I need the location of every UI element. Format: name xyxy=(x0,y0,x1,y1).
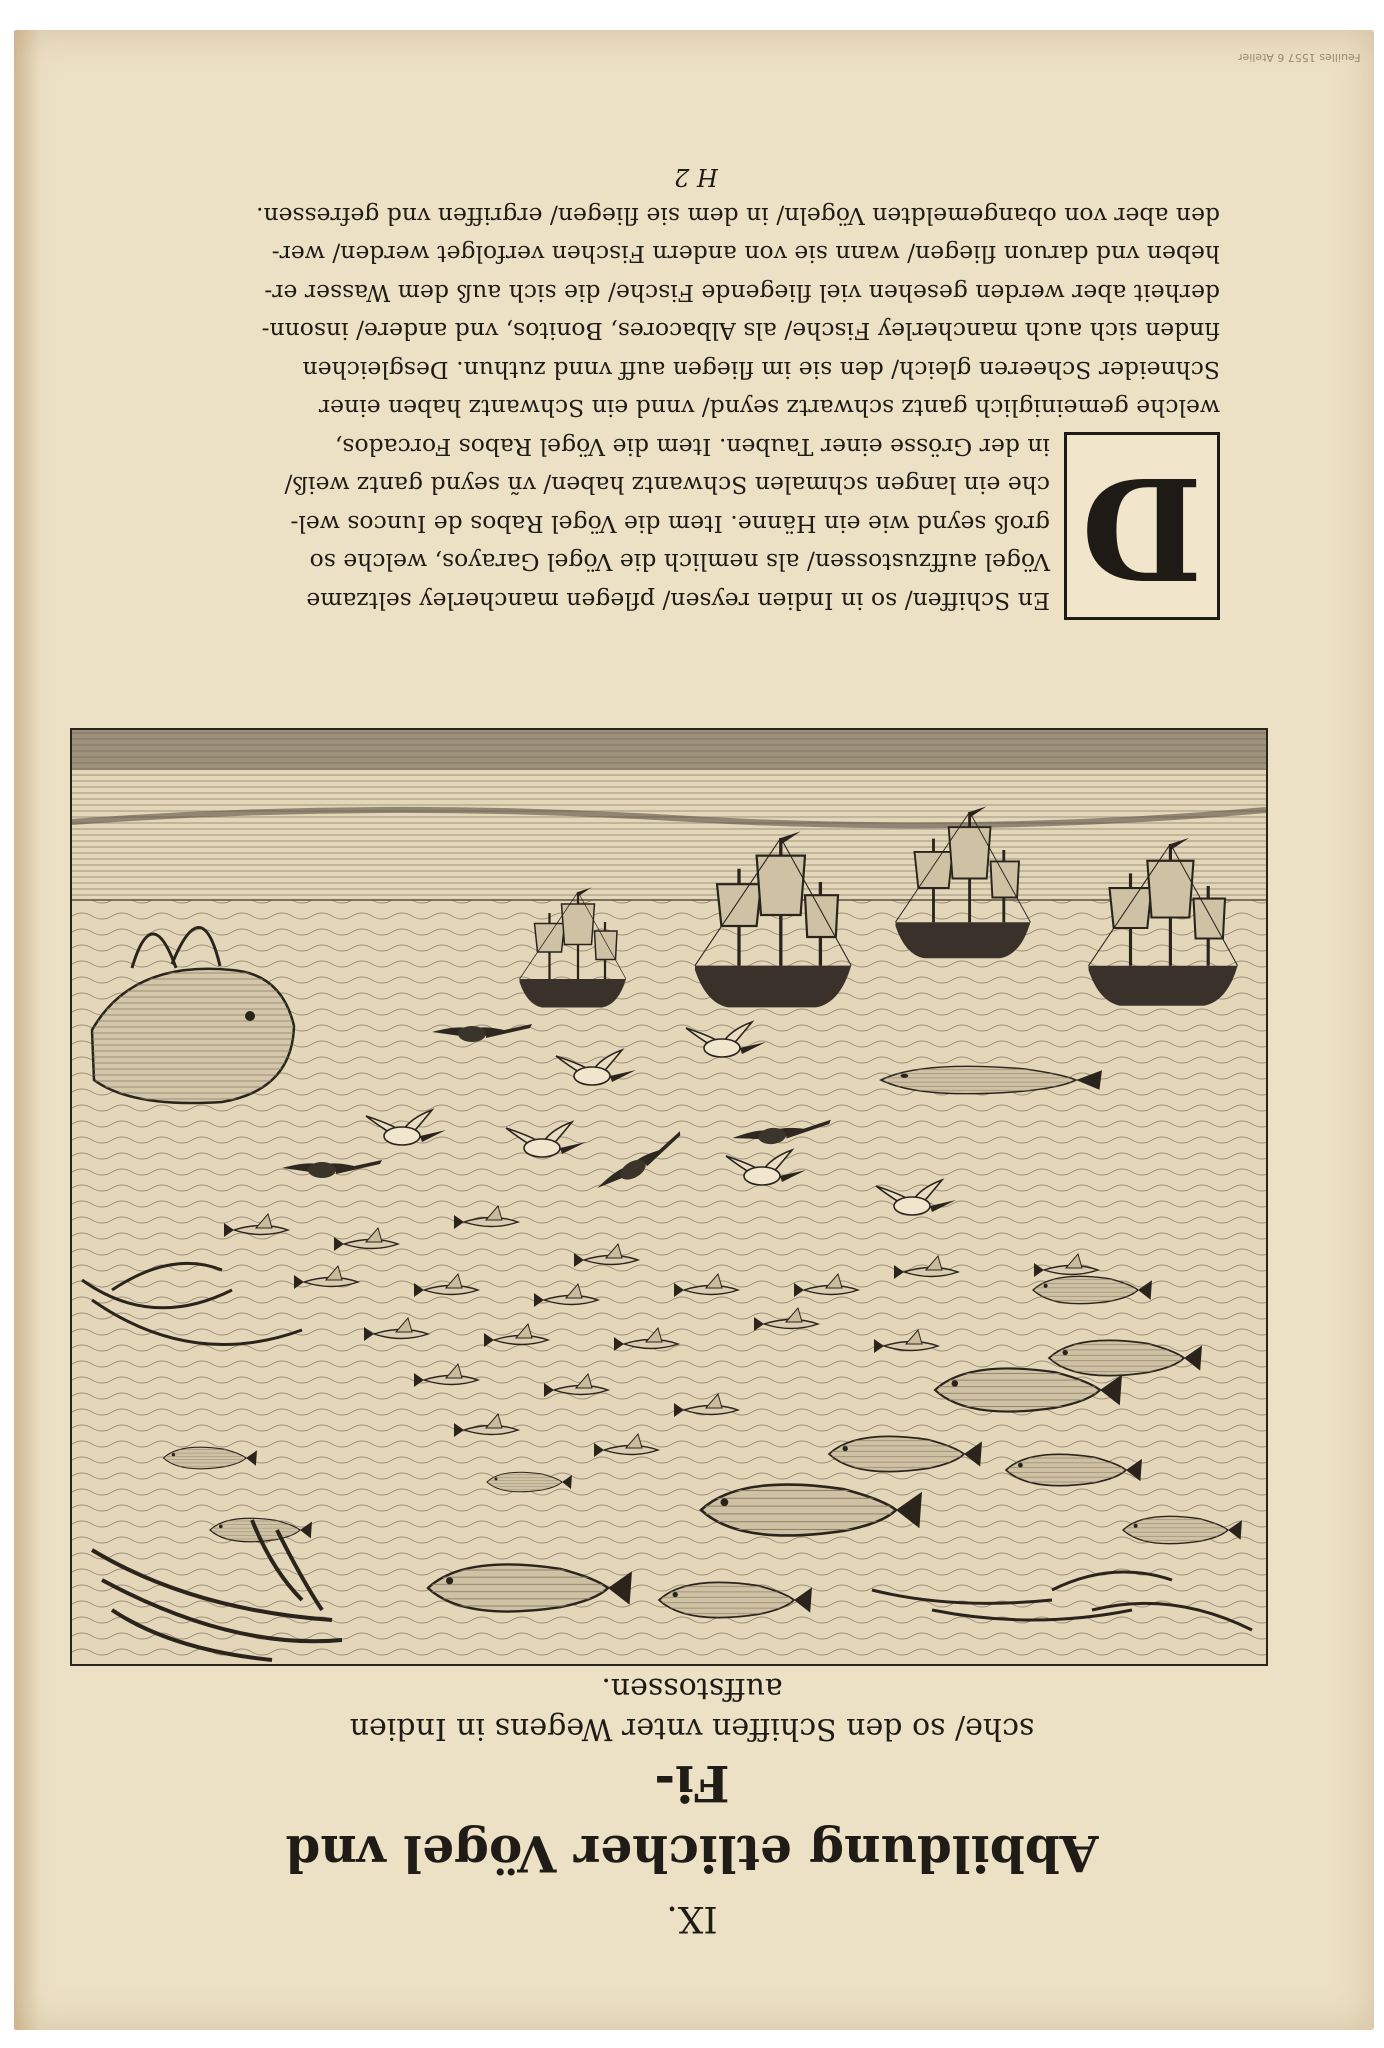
text-line: den aber von obangemeldten Vögeln/ in dem sie fliegen/ ergriffen vnd gefressen. xyxy=(255,202,1220,230)
text-line: finden sich auch mancherley Fische/ als Albacores, Bonitos, vnd andere/ insonn- xyxy=(261,317,1220,346)
plate-caption xyxy=(252,1671,1132,1940)
text-line: Vögel auffzustossen/ als nemlich die Vögel Garayos, welche so xyxy=(309,548,1050,577)
plate-number: IX. xyxy=(666,1898,718,1939)
pencil-note: Feuilles 1557 6 Atelier xyxy=(1237,51,1360,64)
text-line: che ein langen schmalen Schwantz haben/ vñ seynd gantz weiß/ xyxy=(284,471,1050,500)
binding-edge xyxy=(14,30,40,2030)
text-line: welche gemeiniglich gantz schwartz seynd/ vnnd ein Schwantz haben einer xyxy=(318,394,1220,423)
engraving-illustration xyxy=(72,730,1266,1664)
caption-subtitle: auffstossen. xyxy=(601,1671,783,1706)
engraving-plate xyxy=(70,728,1268,1666)
text-line: heben vnd daruon fliegen/ wann sie von andern Fischen verfolget werden/ wer- xyxy=(271,240,1220,269)
signature-mark: H 2 xyxy=(674,163,718,192)
body-text xyxy=(172,161,1220,621)
text-line: Schneider Scheeren gleich/ den sie im fliegen auff vnnd zuthun. Desgleichen xyxy=(302,356,1220,384)
caption-title: Abbildung etlicher Vögel vnd Fi- xyxy=(285,1754,1099,1883)
decorated-initial: D xyxy=(1064,432,1220,620)
text-line: groß seynd wie ein Hänne. Item die Vögel Rabos de Iuncos wel- xyxy=(290,510,1050,538)
text-line: in der Grösse einer Tauben. Item die Vögel Rabos Forcados, xyxy=(334,433,1050,461)
text-block xyxy=(172,118,1220,620)
text-line: derheit aber werden gesehen viel fliegende Fische/ die sich auß dem Wasser er- xyxy=(264,279,1220,307)
caption-subtitle: sche/ so den Schiffen vnter Wegens in Indien xyxy=(349,1711,1035,1746)
text-line: En Schiffen/ so in Indien reysen/ pflegen mancherley seltzame xyxy=(306,587,1050,615)
